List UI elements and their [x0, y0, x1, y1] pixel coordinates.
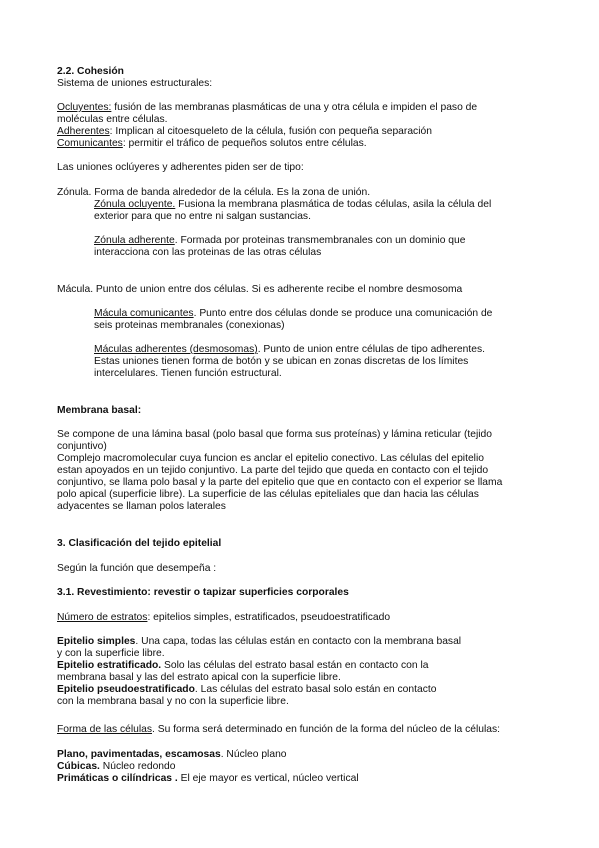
paragraph: Sistema de uniones estructurales:: [57, 78, 213, 89]
term: Mácula comunicantes: [94, 308, 194, 319]
definition-zonula-adherente: [94, 235, 466, 247]
definition-plano: [57, 749, 287, 761]
term: Máculas adherentes (desmosomas): [94, 344, 258, 355]
paragraph: exterior para que no entre ni salgan sustancias.: [94, 211, 311, 222]
paragraph: intercelulares. Tienen función estructural.: [94, 368, 282, 379]
paragraph-line: conjuntivo): [57, 441, 107, 452]
text: Fusiona la membrana plasmática de todas células, asila la célula del: [175, 199, 492, 210]
paragraph: con la membrana basal y no con la superficie libre.: [57, 696, 289, 707]
paragraph: Según la función que desempeña :: [57, 563, 217, 574]
term: Epitelio estratificado.: [57, 660, 162, 671]
text: fusión de las membranas plasmáticas de una y otra célula e impiden el paso de: [111, 102, 478, 113]
paragraph-line: polo apical (superficie libre). La superficie de las células epiteliales que dan hacia las células: [57, 489, 479, 500]
paragraph-zonula: Zónula. Forma de banda alrededor de la célula. Es la zona de unión.: [57, 187, 371, 198]
definition-prismaticas: [57, 773, 359, 785]
text: . Su forma será determinado en función de la forma del núcleo de la células:: [152, 724, 501, 735]
definition-cubicas: [57, 761, 175, 773]
paragraph: seis proteinas membranales (conexionas): [94, 320, 285, 331]
paragraph: Estas uniones tienen forma de botón y se ubican en zonas discretas de los límites: [94, 356, 469, 367]
definition-comunicantes: [57, 138, 367, 150]
section-heading-membrana: Membrana basal:: [57, 405, 142, 416]
text: : Implican al citoesqueleto de la célula, fusión con pequeña separación: [109, 126, 432, 137]
definition-epitelio-simple: [57, 636, 461, 648]
term: Forma de las células: [57, 724, 152, 735]
text: . Punto de union entre células de tipo adherentes.: [257, 344, 485, 355]
text: . Una capa, todas las células están en contacto con la membrana basal: [135, 636, 462, 647]
paragraph: interacciona con las proteinas de las otras células: [94, 247, 322, 258]
text: . Formada por proteinas transmembranales con un dominio que: [174, 235, 466, 246]
paragraph-line: estan apoyados en un tejido conjuntivo. La parte del tejido que queda en contacto con el tejido: [57, 465, 489, 476]
term: Comunicantes: [57, 138, 123, 149]
definition-forma-celulas: [57, 724, 500, 736]
term: Adherentes: [57, 126, 110, 137]
paragraph-macula: Mácula. Punto de union entre dos células. Si es adherente recibe el nombre desmosoma: [57, 284, 463, 295]
term: Cúbicas.: [57, 761, 100, 772]
section-heading-cohesion: 2.2. Cohesión: [57, 66, 124, 77]
paragraph-line: conjuntivo, se llama polo basal y la parte del epitelio que que en contacto con el experior se llama: [57, 477, 503, 488]
definition-zonula-ocluyente: [94, 199, 491, 211]
text: Solo las células del estrato basal están en contacto con la: [161, 660, 429, 671]
definition-ocluyentes: [57, 102, 477, 114]
paragraph-line: Complejo macromolecular cuya funcion es anclar el epitelio conectivo. Las células del epitelio: [57, 453, 484, 464]
definition-estratos: [57, 612, 390, 624]
paragraph: Las uniones oclúyeres y adherentes piden ser de tipo:: [57, 162, 304, 173]
paragraph: moléculas entre células.: [57, 114, 168, 125]
text: : epitelios simples, estratificados, pseudoestratificado: [147, 612, 391, 623]
text: : permitir el tráfico de pequeños solutos entre células.: [122, 138, 367, 149]
term: Primáticas o cilíndricas .: [57, 773, 178, 784]
term: Número de estratos: [57, 612, 148, 623]
term: Plano, pavimentadas, escamosas: [57, 749, 221, 760]
text: El eje mayor es vertical, núcleo vertical: [177, 773, 359, 784]
text: . Punto entre dos células donde se produce una comunicación de: [193, 308, 493, 319]
text: . Las células del estrato basal solo están en contacto: [194, 684, 437, 695]
text: . Núcleo plano: [220, 749, 287, 760]
definition-maculas-adherentes: [94, 344, 485, 356]
definition-epitelio-pseudoestratificado: [57, 684, 436, 696]
paragraph: membrana basal y las del estrato apical con la superficie libre.: [57, 672, 341, 683]
term: Epitelio pseudoestratificado: [57, 684, 195, 695]
paragraph-line: adyacentes se llaman polos laterales: [57, 501, 226, 512]
term: Zónula ocluyente.: [94, 199, 176, 210]
definition-macula-comunicantes: [94, 308, 492, 320]
term: Ocluyentes:: [57, 102, 112, 113]
paragraph-line: Se compone de una lámina basal (polo basal que forma sus proteínas) y lámina reticular (tejido: [57, 429, 492, 440]
definition-adherentes: [57, 126, 432, 138]
term: Epitelio simples: [57, 636, 136, 647]
term: Zónula adherente: [94, 235, 175, 246]
definition-epitelio-estratificado: [57, 660, 428, 672]
text: Núcleo redondo: [99, 761, 176, 772]
subsection-heading-revestimiento: 3.1. Revestimiento: revestir o tapizar superficies corporales: [57, 587, 349, 598]
paragraph: y con la superficie libre.: [57, 648, 165, 659]
section-heading-clasificacion: 3. Clasificación del tejido epitelial: [57, 538, 222, 549]
